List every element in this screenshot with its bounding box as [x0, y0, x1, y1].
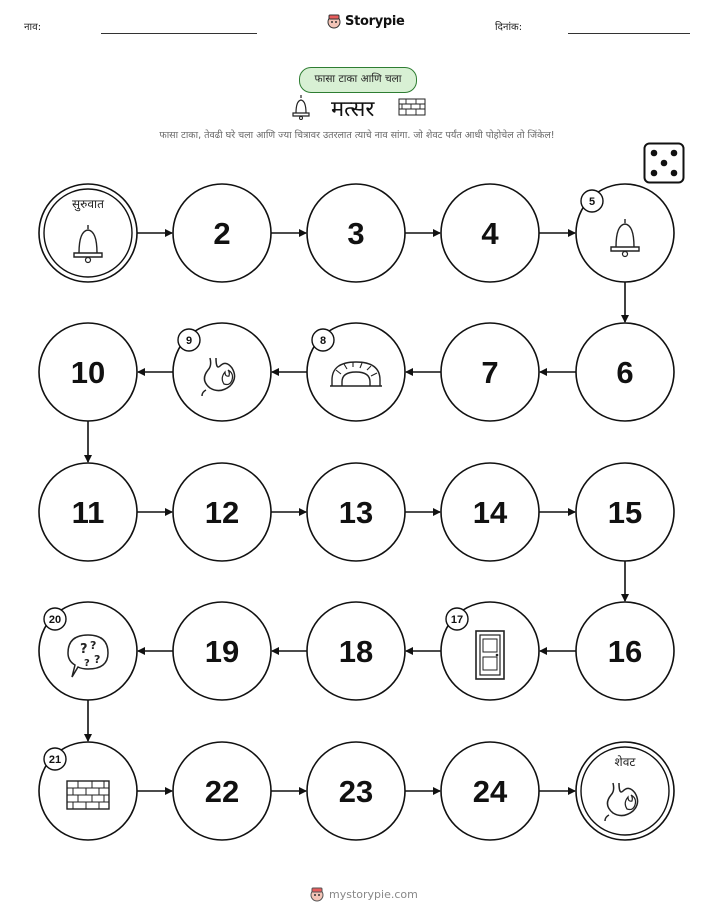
- game-board: ? सुरुवात2 3 4567891011 12 13 14 1516171819202122 23 24शेवट: [0, 0, 714, 924]
- cell-number: 4: [481, 216, 499, 251]
- board-cell[interactable]: [307, 602, 405, 700]
- board-cell[interactable]: [173, 742, 271, 840]
- cell-number: 23: [338, 774, 374, 809]
- cell-number: 2: [213, 216, 231, 251]
- board-cell[interactable]: [576, 184, 674, 282]
- cell-number: 14: [472, 495, 508, 530]
- cell-number: 16: [607, 634, 643, 669]
- board-cell[interactable]: [173, 184, 271, 282]
- board-cell[interactable]: [173, 602, 271, 700]
- board-cell[interactable]: [173, 323, 271, 421]
- cell-number: 15: [607, 495, 643, 530]
- cell-number: 13: [338, 495, 374, 530]
- board-cell[interactable]: [576, 463, 674, 561]
- page-title: मत्सर: [331, 97, 375, 122]
- start-label: सुरुवात: [72, 197, 104, 211]
- cell-number-badge: 17: [450, 614, 464, 626]
- board-cell[interactable]: [39, 602, 137, 700]
- game-type-badge: फासा टाका आणि चला: [299, 67, 417, 93]
- board-cell[interactable]: [307, 323, 405, 421]
- cell-number-badge: 9: [185, 335, 193, 347]
- board-cell[interactable]: [441, 323, 539, 421]
- finish-cell[interactable]: [576, 742, 674, 840]
- end-label: शेवट: [614, 755, 636, 769]
- board-cell[interactable]: [576, 323, 674, 421]
- cell-number: 3: [347, 216, 365, 251]
- board-cell[interactable]: [307, 184, 405, 282]
- cell-number-badge: 20: [48, 614, 62, 626]
- instructions: फासा टाका, तेवढी घरे चला आणि ज्या चित्रावर उतरलात त्याचे नाव सांगा. जो शेवट पर्यंत आधी पोहोचेल तो जिंकेल!: [159, 130, 555, 141]
- board-cell[interactable]: [441, 602, 539, 700]
- board-cell[interactable]: [441, 742, 539, 840]
- brand-name: Storypie: [345, 13, 405, 29]
- date-label: दिनांक:: [495, 22, 523, 33]
- cell-number: 18: [338, 634, 374, 669]
- cell-number: 6: [616, 355, 634, 390]
- footer-site: mystorypie.com: [329, 887, 418, 901]
- cell-number-badge: 21: [48, 754, 62, 766]
- name-label: नाव:: [24, 22, 42, 33]
- cell-number: 24: [472, 774, 508, 809]
- cell-number-badge: 5: [588, 196, 596, 208]
- storypie-mascot-icon: [309, 886, 325, 902]
- board-cell[interactable]: [39, 742, 137, 840]
- cell-number: 10: [70, 355, 106, 390]
- board-cell[interactable]: [441, 184, 539, 282]
- start-cell[interactable]: [39, 184, 137, 282]
- cell-number: 12: [204, 495, 240, 530]
- cell-number: 22: [204, 774, 240, 809]
- cell-number-badge: 8: [319, 335, 327, 347]
- cell-number: 11: [71, 495, 105, 530]
- footer: [309, 886, 418, 902]
- board-cell[interactable]: [307, 463, 405, 561]
- board-cell[interactable]: [39, 463, 137, 561]
- board-cell[interactable]: [307, 742, 405, 840]
- board-cell[interactable]: [576, 602, 674, 700]
- board-cell[interactable]: [173, 463, 271, 561]
- cell-number: 7: [481, 355, 499, 390]
- board-cell[interactable]: [441, 463, 539, 561]
- board-cell[interactable]: [39, 323, 137, 421]
- cell-number: 19: [204, 634, 240, 669]
